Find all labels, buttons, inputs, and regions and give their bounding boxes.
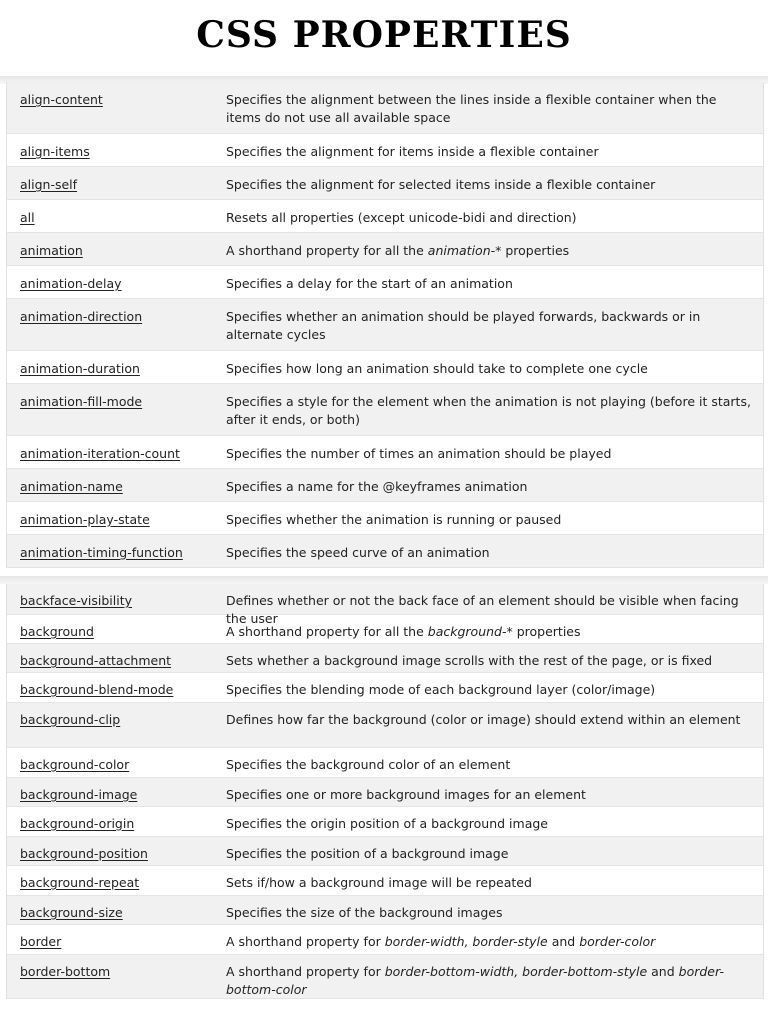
- property-link[interactable]: background-size: [20, 905, 123, 920]
- property-link[interactable]: animation-name: [20, 479, 123, 494]
- property-description: Specifies a delay for the start of an animation: [226, 276, 513, 291]
- property-description: Specifies whether an animation should be played forwards, backwards or in alternate cycles: [226, 309, 701, 342]
- property-description: Specifies the alignment for selected items inside a flexible container: [226, 177, 656, 192]
- property-description: Specifies the background color of an element: [226, 757, 511, 772]
- property-description: Sets whether a background image scrolls with the rest of the page, or is fixed: [226, 653, 713, 668]
- table-row: [7, 299, 763, 351]
- property-description: Specifies the position of a background image: [226, 846, 509, 861]
- table-row: [7, 469, 763, 502]
- table-row: [7, 167, 763, 200]
- property-description: Defines how far the background (color or image) should extend within an element: [226, 712, 741, 727]
- property-description: Specifies a name for the @keyframes animation: [226, 479, 528, 494]
- property-description: Specifies one or more background images for an element: [226, 787, 586, 802]
- property-link[interactable]: animation-direction: [20, 309, 143, 324]
- properties-table-2: [6, 584, 764, 999]
- table-row: [7, 837, 763, 866]
- property-description: Specifies the size of the background images: [226, 905, 503, 920]
- property-description: Specifies the alignment for items inside a flexible container: [226, 144, 599, 159]
- property-link[interactable]: align-self: [20, 177, 78, 192]
- property-link[interactable]: animation-fill-mode: [20, 394, 143, 409]
- table-row: [7, 502, 763, 535]
- page-title: CSS PROPERTIES: [196, 14, 572, 56]
- table-row: [7, 644, 763, 673]
- property-description: Specifies the alignment between the lines inside a flexible container when the items do not use all available space: [226, 92, 717, 125]
- property-description: Specifies the blending mode of each background layer (color/image): [226, 682, 656, 697]
- property-description: Specifies how long an animation should take to complete one cycle: [226, 361, 648, 376]
- table-row: [7, 925, 763, 955]
- table-row: [7, 896, 763, 925]
- table-row: [7, 584, 763, 626]
- table-row: [7, 436, 763, 469]
- table-row: [7, 955, 763, 999]
- table-divider: [0, 576, 768, 584]
- table-row: [7, 673, 763, 703]
- property-description: A shorthand property for border-bottom-width, border-bottom-style and border-bottom-color: [226, 964, 724, 997]
- property-link[interactable]: background-image: [20, 787, 138, 802]
- property-link[interactable]: background-position: [20, 846, 148, 861]
- table-row: [7, 807, 763, 837]
- property-description: Specifies the number of times an animation should be played: [226, 446, 612, 461]
- property-link[interactable]: border-bottom: [20, 964, 111, 979]
- property-link[interactable]: background-color: [20, 757, 130, 772]
- property-description: A shorthand property for border-width, border-style and border-color: [226, 934, 656, 949]
- property-link[interactable]: animation-delay: [20, 276, 122, 291]
- table-row: [7, 266, 763, 299]
- table-row: [7, 778, 763, 807]
- property-link[interactable]: background-clip: [20, 712, 121, 727]
- property-link[interactable]: all: [20, 210, 35, 225]
- property-description: Resets all properties (except unicode-bidi and direction): [226, 210, 577, 225]
- property-link[interactable]: backface-visibility: [20, 593, 133, 608]
- table-row: [7, 866, 763, 896]
- property-link[interactable]: animation-play-state: [20, 512, 150, 527]
- property-description: Specifies the origin position of a background image: [226, 816, 548, 831]
- property-link[interactable]: background-repeat: [20, 875, 140, 890]
- table-row: [7, 748, 763, 778]
- property-link[interactable]: align-items: [20, 144, 90, 159]
- property-link[interactable]: background-origin: [20, 816, 135, 831]
- table-row: [7, 351, 763, 384]
- property-link[interactable]: animation-iteration-count: [20, 446, 180, 461]
- property-description: Specifies whether the animation is running or paused: [226, 512, 562, 527]
- table-row: [7, 82, 763, 134]
- table-row: [7, 384, 763, 436]
- property-link[interactable]: animation-timing-function: [20, 545, 183, 560]
- property-link[interactable]: background-attachment: [20, 653, 172, 668]
- property-link[interactable]: background: [20, 624, 94, 639]
- table-row: [7, 233, 763, 266]
- table-row: [7, 134, 763, 167]
- property-description: Specifies a style for the element when the animation is not playing (before it starts, after it ends, or both): [226, 394, 751, 427]
- property-description: A shorthand property for all the animation-* properties: [226, 243, 570, 258]
- property-link[interactable]: align-content: [20, 92, 103, 107]
- property-link[interactable]: background-blend-mode: [20, 682, 174, 697]
- property-description: A shorthand property for all the background-* properties: [226, 624, 581, 639]
- property-description: Specifies the speed curve of an animation: [226, 545, 490, 560]
- table-row: [7, 200, 763, 233]
- properties-table-1: [6, 82, 764, 568]
- property-description: Sets if/how a background image will be repeated: [226, 875, 532, 890]
- table-row: [7, 703, 763, 748]
- property-link[interactable]: animation: [20, 243, 83, 258]
- property-link[interactable]: animation-duration: [20, 361, 140, 376]
- property-description: Defines whether or not the back face of an element should be visible when facing the user: [226, 593, 739, 626]
- property-link[interactable]: border: [20, 934, 62, 949]
- table-row: [7, 535, 763, 568]
